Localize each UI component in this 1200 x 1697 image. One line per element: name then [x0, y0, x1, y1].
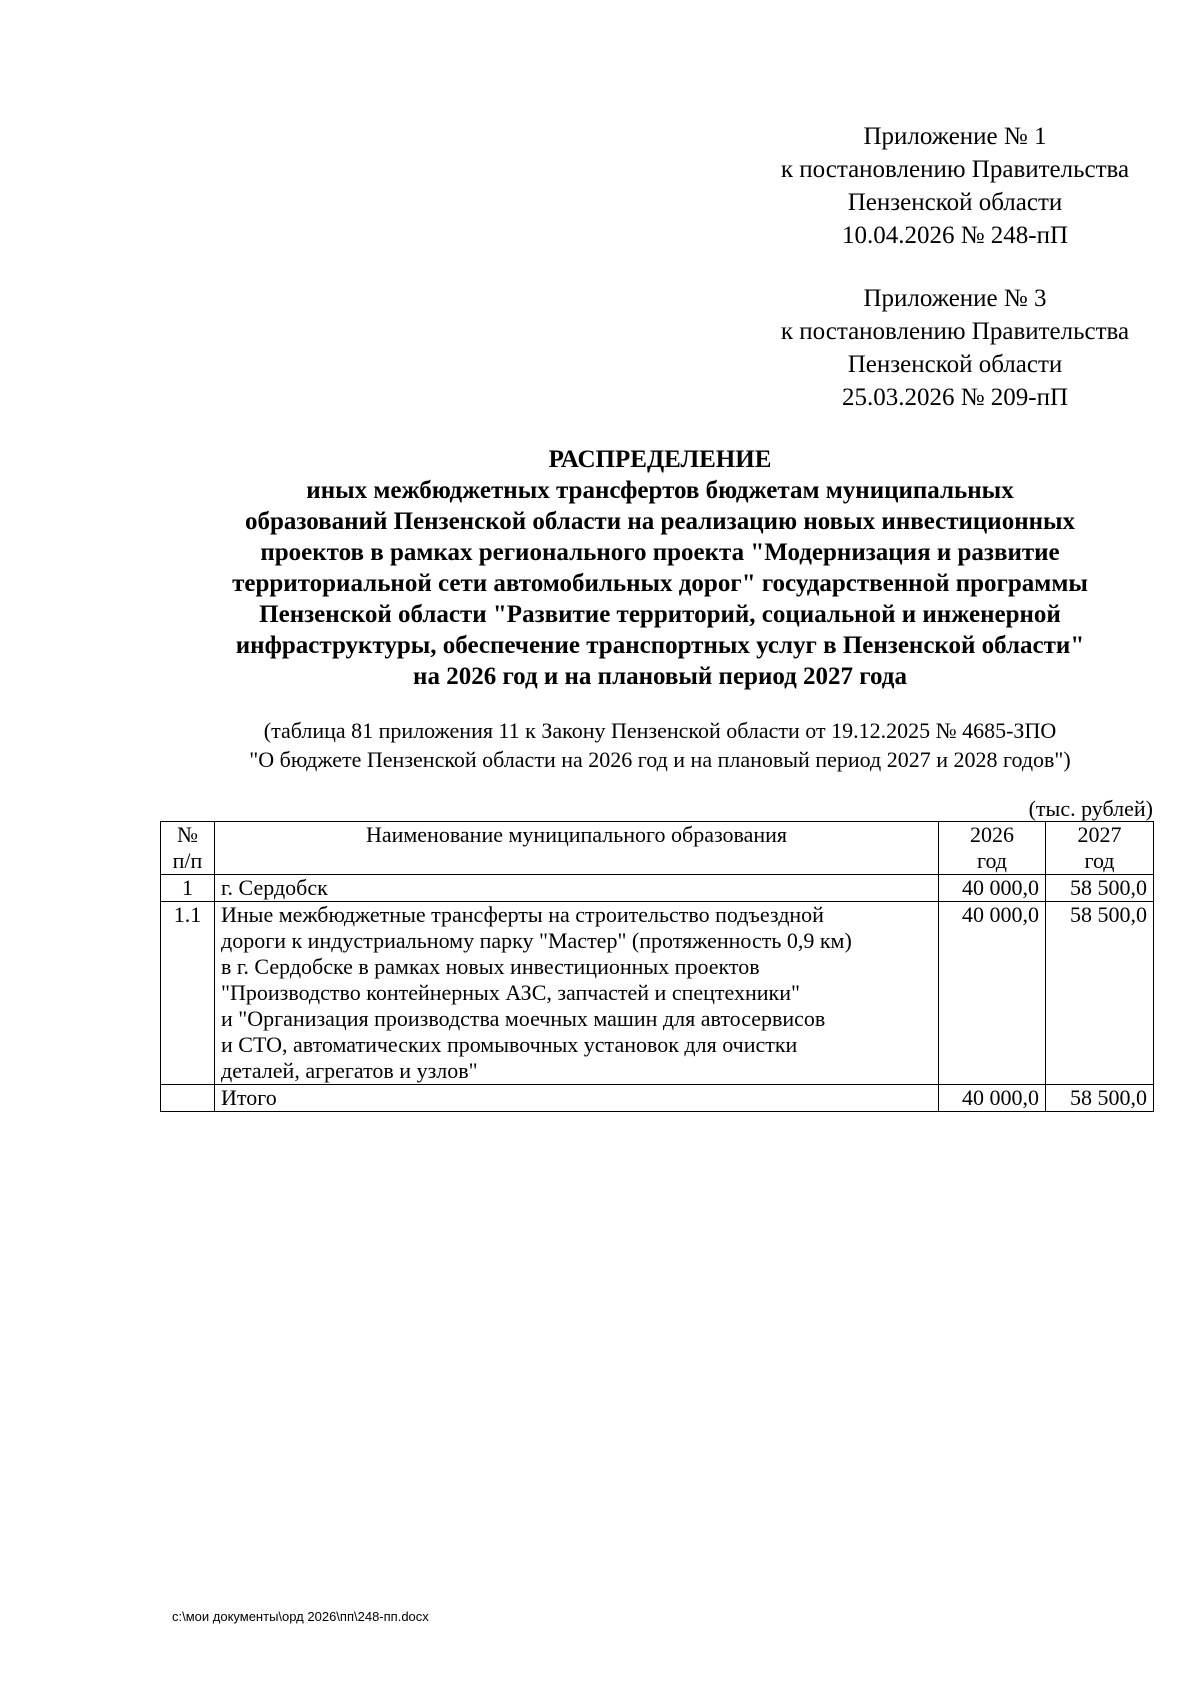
- appendix-3-region: Пензенской области: [847, 351, 1063, 378]
- row-name-line: Иные межбюджетные трансферты на строительство подъездной: [221, 902, 824, 927]
- distribution-table: [160, 821, 1154, 1112]
- total-value-2026: 40 000,0: [939, 1085, 1046, 1112]
- row-name: г. Сердобск: [215, 875, 939, 902]
- document-title: [150, 444, 1170, 692]
- header-number-line-1: №: [177, 822, 198, 847]
- header-year-2027-line-2: год: [1084, 848, 1115, 873]
- row-number: 1: [161, 875, 215, 902]
- row-name-line: и СТО, автоматических промывочных установок для очистки: [221, 1032, 798, 1057]
- row-name-line: деталей, агрегатов и узлов": [221, 1058, 478, 1083]
- law-reference-line-1: (таблица 81 приложения 11 к Закону Пензенской области от 19.12.2025 № 4685-ЗПО: [263, 718, 1057, 743]
- appendix-3-resolution: к постановлению Правительства: [780, 318, 1130, 345]
- footer-file-path: c:\мои документы\орд 2026\пп\248-пп.docx: [172, 1609, 429, 1624]
- appendix-3-block: [690, 282, 1200, 414]
- title-line: территориальной сети автомобильных дорог" государственной программы: [232, 570, 1088, 597]
- row-number: 1.1: [161, 902, 215, 1085]
- row-value-2027: 58 500,0: [1046, 902, 1154, 1085]
- row-value-2026: 40 000,0: [939, 902, 1046, 1085]
- title-line: образований Пензенской области на реализацию новых инвестиционных: [244, 508, 1076, 535]
- title-line: иных межбюджетных трансфертов бюджетам муниципальных: [306, 477, 1014, 504]
- appendix-1-block: [690, 120, 1200, 252]
- header-year-2027-line-1: 2027: [1077, 822, 1122, 847]
- appendix-1-number: Приложение № 1: [863, 123, 1047, 150]
- header-number: [161, 822, 215, 875]
- row-name-line: дороги к индустриальному парку "Мастер" (протяженность 0,9 км): [221, 928, 852, 953]
- header-year-2026: [939, 822, 1046, 875]
- row-name-line: "Производство контейнерных АЗС, запчастей и спецтехники": [221, 980, 800, 1005]
- law-reference-line-2: "О бюджете Пензенской области на 2026 год и на плановый период 2027 и 2028 годов"): [249, 747, 1071, 772]
- header-year-2026-line-2: год: [976, 848, 1008, 873]
- header-year-2026-line-1: 2026: [970, 822, 1014, 847]
- total-number: [161, 1085, 215, 1112]
- row-name-line: в г. Сердобске в рамках новых инвестиционных проектов: [221, 954, 760, 979]
- row-name-line: и "Организация производства моечных машин для автосервисов: [221, 1006, 826, 1031]
- title-line: инфраструктуры, обеспечение транспортных услуг в Пензенской области": [235, 632, 1085, 659]
- appendix-3-date-number: 25.03.2026 № 209-пП: [841, 384, 1069, 411]
- total-value-2027: 58 500,0: [1046, 1085, 1154, 1112]
- table-total-row: [161, 1085, 1154, 1112]
- title-line: на 2026 год и на плановый период 2027 года: [413, 663, 907, 690]
- appendix-3-number: Приложение № 3: [863, 285, 1047, 312]
- header-year-2027: [1046, 822, 1154, 875]
- header-number-line-2: п/п: [172, 848, 203, 873]
- row-value-2026: 40 000,0: [939, 875, 1046, 902]
- appendix-1-date-number: 10.04.2026 № 248-пП: [841, 222, 1069, 249]
- units-label: (тыс. рублей): [1028, 796, 1153, 821]
- title-heading: РАСПРЕДЕЛЕНИЕ: [548, 446, 772, 473]
- title-line: проектов в рамках регионального проекта "Модернизация и развитие: [260, 539, 1060, 566]
- row-name: [215, 902, 939, 1085]
- table-header-row: [161, 822, 1154, 875]
- title-line: Пензенской области "Развитие территорий, социальной и инженерной: [259, 601, 1061, 628]
- appendix-1-resolution: к постановлению Правительства: [780, 156, 1130, 183]
- table-row: [161, 902, 1154, 1085]
- total-label: Итого: [215, 1085, 939, 1112]
- law-reference: [150, 716, 1170, 774]
- appendix-1-region: Пензенской области: [847, 189, 1063, 216]
- header-name: Наименование муниципального образования: [215, 822, 939, 875]
- table-row: [161, 875, 1154, 902]
- row-value-2027: 58 500,0: [1046, 875, 1154, 902]
